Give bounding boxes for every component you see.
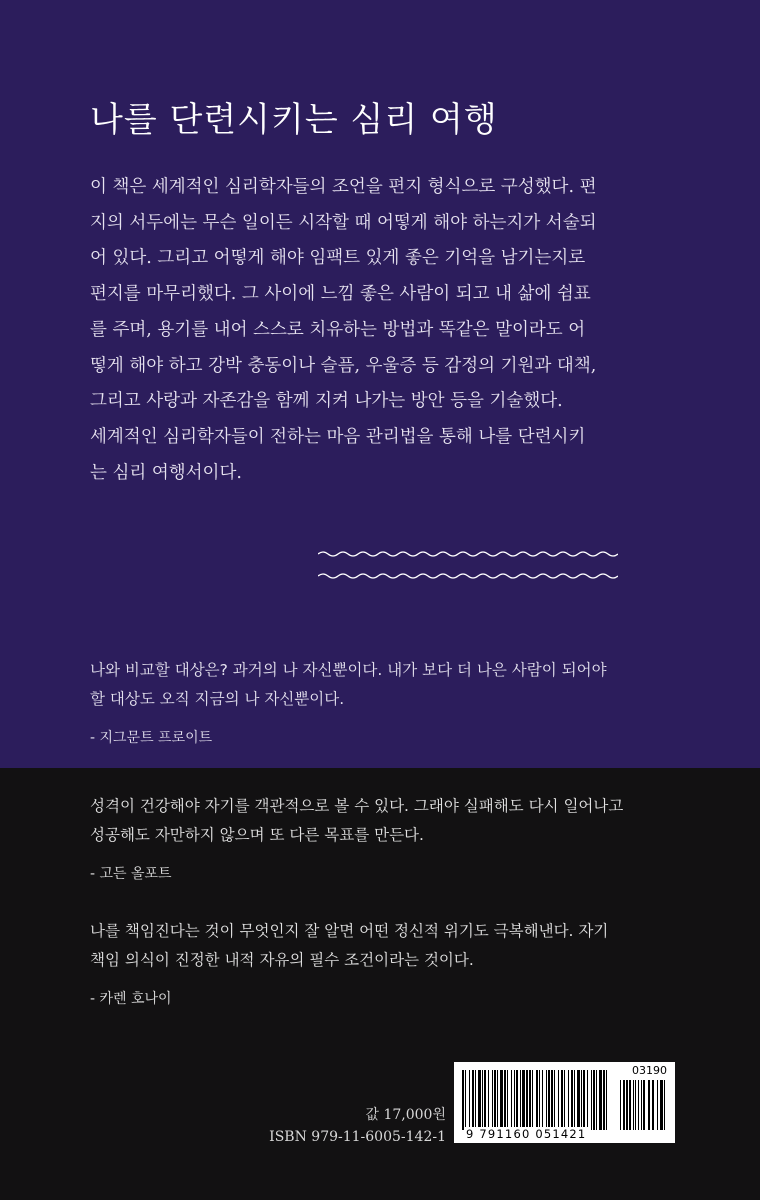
quote-line: 나를 책임진다는 것이 무엇인지 잘 알면 어떤 정신적 위기도 극복해낸다. 자기: [90, 922, 609, 940]
isbn-barcode: [454, 1062, 675, 1143]
description-line: 는 심리 여행서이다.: [90, 462, 242, 483]
quote-allport: [90, 792, 690, 889]
book-title: 나를 단련시키는 심리 여행: [90, 100, 498, 140]
quote-line: 성공해도 자만하지 않으며 또 다른 목표를 만든다.: [90, 826, 424, 844]
description-line: 어 있다. 그리고 어떻게 해야 임팩트 있게 좋은 기억을 남기는지로: [90, 248, 586, 269]
quote-author: - 카렌 호나이: [90, 991, 172, 1007]
quote-horney: [90, 917, 690, 1014]
barcode-bars: [460, 1070, 669, 1130]
quote-freud: [90, 656, 690, 753]
description-line: 지의 서두에는 무슨 일이든 시작할 때 어떻게 해야 하는지가 서술되: [90, 212, 597, 233]
wave-divider: [318, 549, 618, 581]
description-line: 세계적인 심리학자들이 전하는 마음 관리법을 통해 나를 단련시키: [90, 426, 586, 447]
barcode-number: 9 791160 051421: [466, 1127, 587, 1141]
description-line: 그리고 사랑과 자존감을 함께 지켜 나가는 방안 등을 기술했다.: [90, 391, 563, 412]
quote-line: 나와 비교할 대상은? 과거의 나 자신뿐이다. 내가 보다 더 나은 사람이 되어야: [90, 661, 607, 679]
quote-line: 책임 의식이 진정한 내적 자유의 필수 조건이라는 것이다.: [90, 951, 474, 969]
wave-line-top: [318, 552, 618, 556]
wave-line-bottom: [318, 574, 618, 578]
description-line: 를 주며, 용기를 내어 스스로 치유하는 방법과 똑같은 말이라도 어: [90, 319, 586, 340]
quote-line: 할 대상도 오직 지금의 나 자신뿐이다.: [90, 690, 345, 708]
book-description: [90, 170, 670, 491]
quote-author: - 지그문트 프로이트: [90, 730, 213, 746]
quote-line: 성격이 건강해야 자기를 객관적으로 볼 수 있다. 그래야 실패해도 다시 일어나고: [90, 797, 624, 815]
description-line: 떻게 해야 하고 강박 충동이나 슬픔, 우울증 등 감정의 기원과 대책,: [90, 355, 597, 376]
price-label: 값 17,000원: [365, 1107, 446, 1123]
isbn-label: ISBN 979-11-6005-142-1: [269, 1129, 446, 1145]
barcode-addon-number: 03190: [632, 1064, 667, 1077]
description-line: 이 책은 세계적인 심리학자들의 조언을 편지 형식으로 구성했다. 편: [90, 177, 597, 197]
quote-author: - 고든 올포트: [90, 866, 172, 882]
description-line: 편지를 마무리했다. 그 사이에 느낌 좋은 사람이 되고 내 삶에 쉼표: [90, 284, 591, 305]
